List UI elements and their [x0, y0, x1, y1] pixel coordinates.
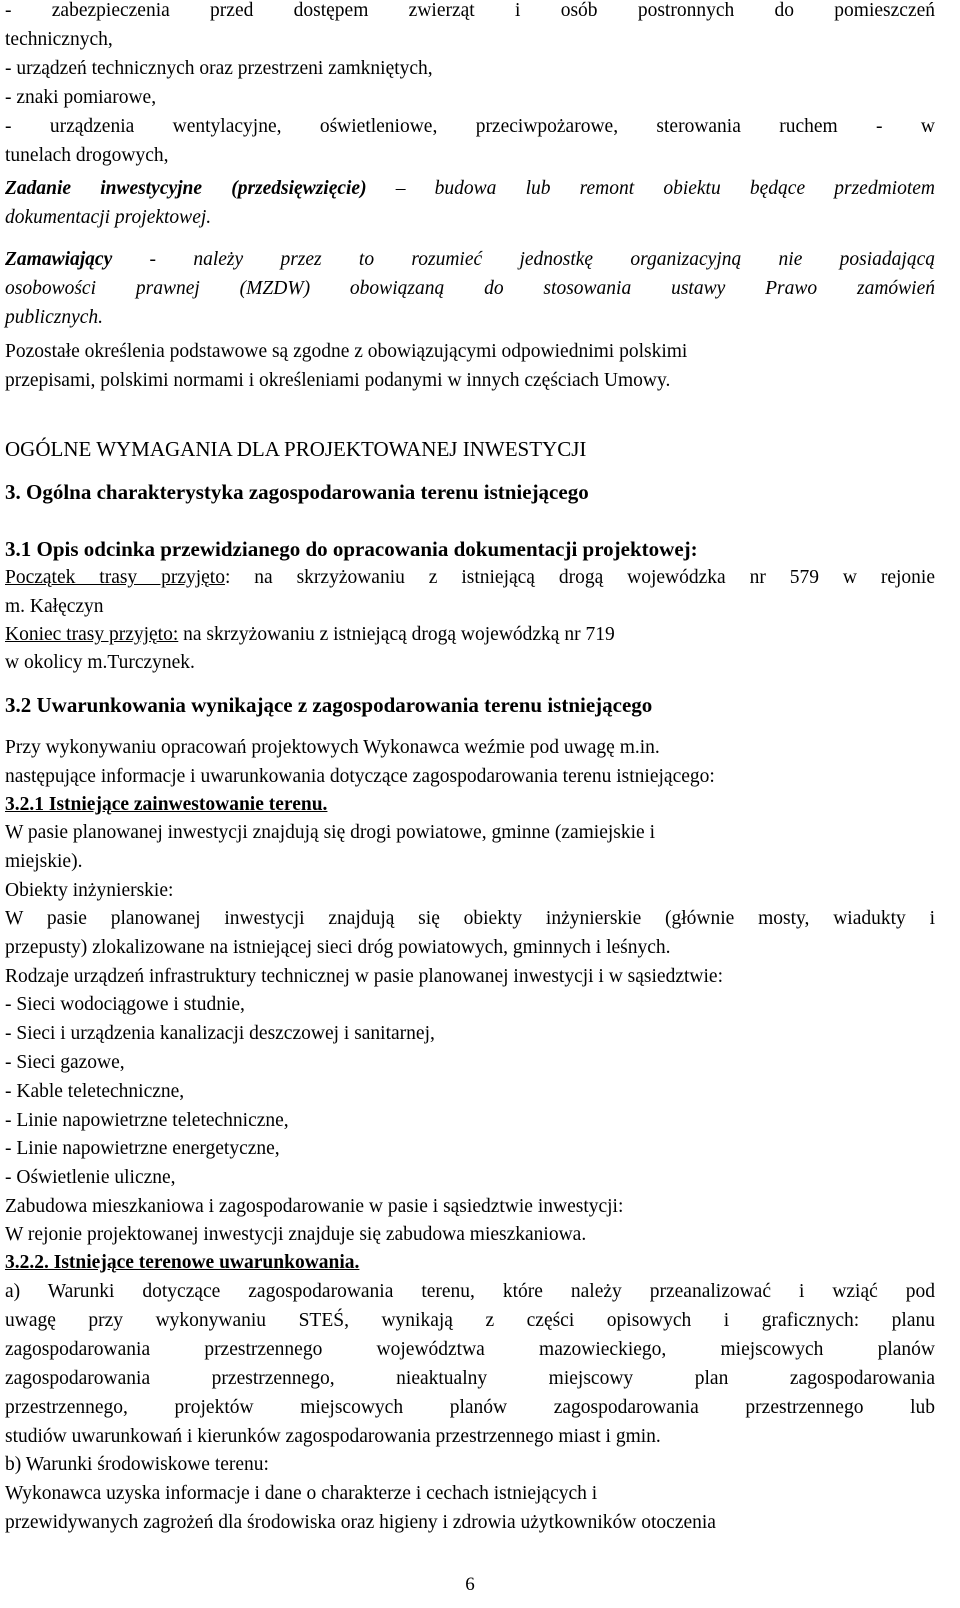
heading-3-2: 3.2 Uwarunkowania wynikające z zagospodarowania terenu istniejącego	[5, 693, 653, 717]
paragraph-pozostale: Pozostałe określenia podstawowe są zgodne z obowiązującymi odpowiednimi polskimi	[5, 341, 688, 362]
definition-term: Zadanie inwestycyjne (przedsięwzięcie)	[5, 178, 367, 199]
list-item: - Sieci gazowe,	[5, 1052, 125, 1073]
list-item: - Linie napowietrzne energetyczne,	[5, 1138, 280, 1159]
warunki-a-line: studiów uwarunkowań i kierunków zagospodarowania przestrzennego miast i gmin.	[5, 1426, 661, 1447]
koniec-trasy-continuation: w okolicy m.Turczynek.	[5, 652, 195, 673]
poczatek-label: Początek trasy przyjęto	[5, 567, 225, 588]
warunki-a-line: uwagę przy wykonywaniu STEŚ, wynikają z części opisowych i graficznych: planu	[5, 1310, 935, 1331]
definition-zamawiajacy-line2: osobowości prawnej (MZDW) obowiązaną do stosowania ustawy Prawo zamówień	[5, 278, 935, 299]
definition-term: Zamawiający	[5, 249, 113, 270]
body-line: Zabudowa mieszkaniowa i zagospodarowanie w pasie i sąsiedztwie inwestycji:	[5, 1196, 624, 1217]
poczatek-trasy	[5, 563, 935, 592]
poczatek-trasy-continuation: m. Kałęczyn	[5, 596, 104, 617]
warunki-a-line: przestrzennego, projektów miejscowych planów zagospodarowania przestrzennego lub	[5, 1397, 935, 1418]
list-item: - urządzeń technicznych oraz przestrzeni zamkniętych,	[5, 58, 433, 79]
list-item: - Kable teletechniczne,	[5, 1081, 185, 1102]
list-item: - znaki pomiarowe,	[5, 87, 157, 108]
definition-zadanie-continuation: dokumentacji projektowej.	[5, 207, 212, 228]
page-number: 6	[465, 1574, 475, 1595]
warunki-b-line: b) Warunki środowiskowe terenu:	[5, 1454, 269, 1475]
body-line: Obiekty inżynierskie:	[5, 880, 174, 901]
body-line: W pasie planowanej inwestycji znajdują się drogi powiatowe, gminne (zamiejskie i	[5, 822, 655, 843]
warunki-a-line: a) Warunki dotyczące zagospodarowania terenu, które należy przeanalizować i wziąć pod	[5, 1281, 935, 1302]
list-item: - Sieci i urządzenia kanalizacji deszczowej i sanitarnej,	[5, 1023, 435, 1044]
list-item-continuation: tunelach drogowych,	[5, 145, 169, 166]
paragraph-pozostale-line2: przepisami, polskimi normami i określeniami podanymi w innych częściach Umowy.	[5, 370, 671, 391]
definition-zamawiajacy	[5, 245, 935, 274]
heading-3: 3. Ogólna charakterystyka zagospodarowania terenu istniejącego	[5, 480, 589, 504]
definition-text: - należy przez to rozumieć jednostkę organizacyjną nie posiadającą	[112, 249, 935, 270]
body-line: przepusty) zlokalizowane na istniejącej sieci dróg powiatowych, gminnych i leśnych.	[5, 937, 671, 958]
list-item: - urządzenia wentylacyjne, oświetleniowe, przeciwpożarowe, sterowania ruchem - w	[5, 116, 935, 137]
heading-3-2-1: 3.2.1 Istniejące zainwestowanie terenu.	[5, 794, 328, 815]
heading-3-2-2: 3.2.2. Istniejące terenowe uwarunkowania.	[5, 1252, 360, 1273]
paragraph-przy-line2: następujące informacje i uwarunkowania dotyczące zagospodarowania terenu istniejącego:	[5, 766, 715, 787]
poczatek-text: : na skrzyżowaniu z istniejącą drogą wojewódzka nr 579 w rejonie	[224, 567, 935, 588]
heading-3-1: 3.1 Opis odcinka przewidzianego do opracowania dokumentacji projektowej:	[5, 537, 698, 561]
body-line: W pasie planowanej inwestycji znajdują się obiekty inżynierskie (głównie mosty, wiadukty i	[5, 908, 935, 929]
list-item: - zabezpieczenia przed dostępem zwierząt i osób postronnych do pomieszczeń	[5, 0, 935, 21]
definition-zamawiajacy-line3: publicznych.	[5, 307, 104, 328]
paragraph-przy: Przy wykonywaniu opracowań projektowych Wykonawca weźmie pod uwagę m.in.	[5, 737, 660, 758]
koniec-label: Koniec trasy przyjęto:	[5, 624, 179, 645]
list-item-continuation: technicznych,	[5, 29, 113, 50]
koniec-text: na skrzyżowaniu z istniejącą drogą wojewódzką nr 719	[178, 624, 615, 645]
list-item: - Oświetlenie uliczne,	[5, 1167, 176, 1188]
warunki-b-line: przewidywanych zagrożeń dla środowiska oraz higieny i zdrowia użytkowników otoczenia	[5, 1512, 716, 1533]
warunki-a-line: zagospodarowania przestrzennego województwa mazowieckiego, miejscowych planów	[5, 1339, 935, 1360]
section-title: OGÓLNE WYMAGANIA DLA PROJEKTOWANEJ INWESTYCJI	[5, 437, 587, 461]
body-line: W rejonie projektowanej inwestycji znajduje się zabudowa mieszkaniowa.	[5, 1224, 587, 1245]
koniec-trasy	[5, 620, 935, 649]
list-item: - Linie napowietrzne teletechniczne,	[5, 1110, 289, 1131]
definition-zadanie	[5, 174, 935, 203]
list-item: - Sieci wodociągowe i studnie,	[5, 994, 245, 1015]
warunki-b-line: Wykonawca uzyska informacje i dane o charakterze i cechach istniejących i	[5, 1483, 598, 1504]
warunki-a-line: zagospodarowania przestrzennego, nieaktualny miejscowy plan zagospodarowania	[5, 1368, 935, 1389]
definition-text: – budowa lub remont obiektu będące przedmiotem	[366, 178, 935, 199]
body-line: Rodzaje urządzeń infrastruktury technicznej w pasie planowanej inwestycji i w sąsiedztwie:	[5, 966, 723, 987]
body-line: miejskie).	[5, 851, 83, 872]
